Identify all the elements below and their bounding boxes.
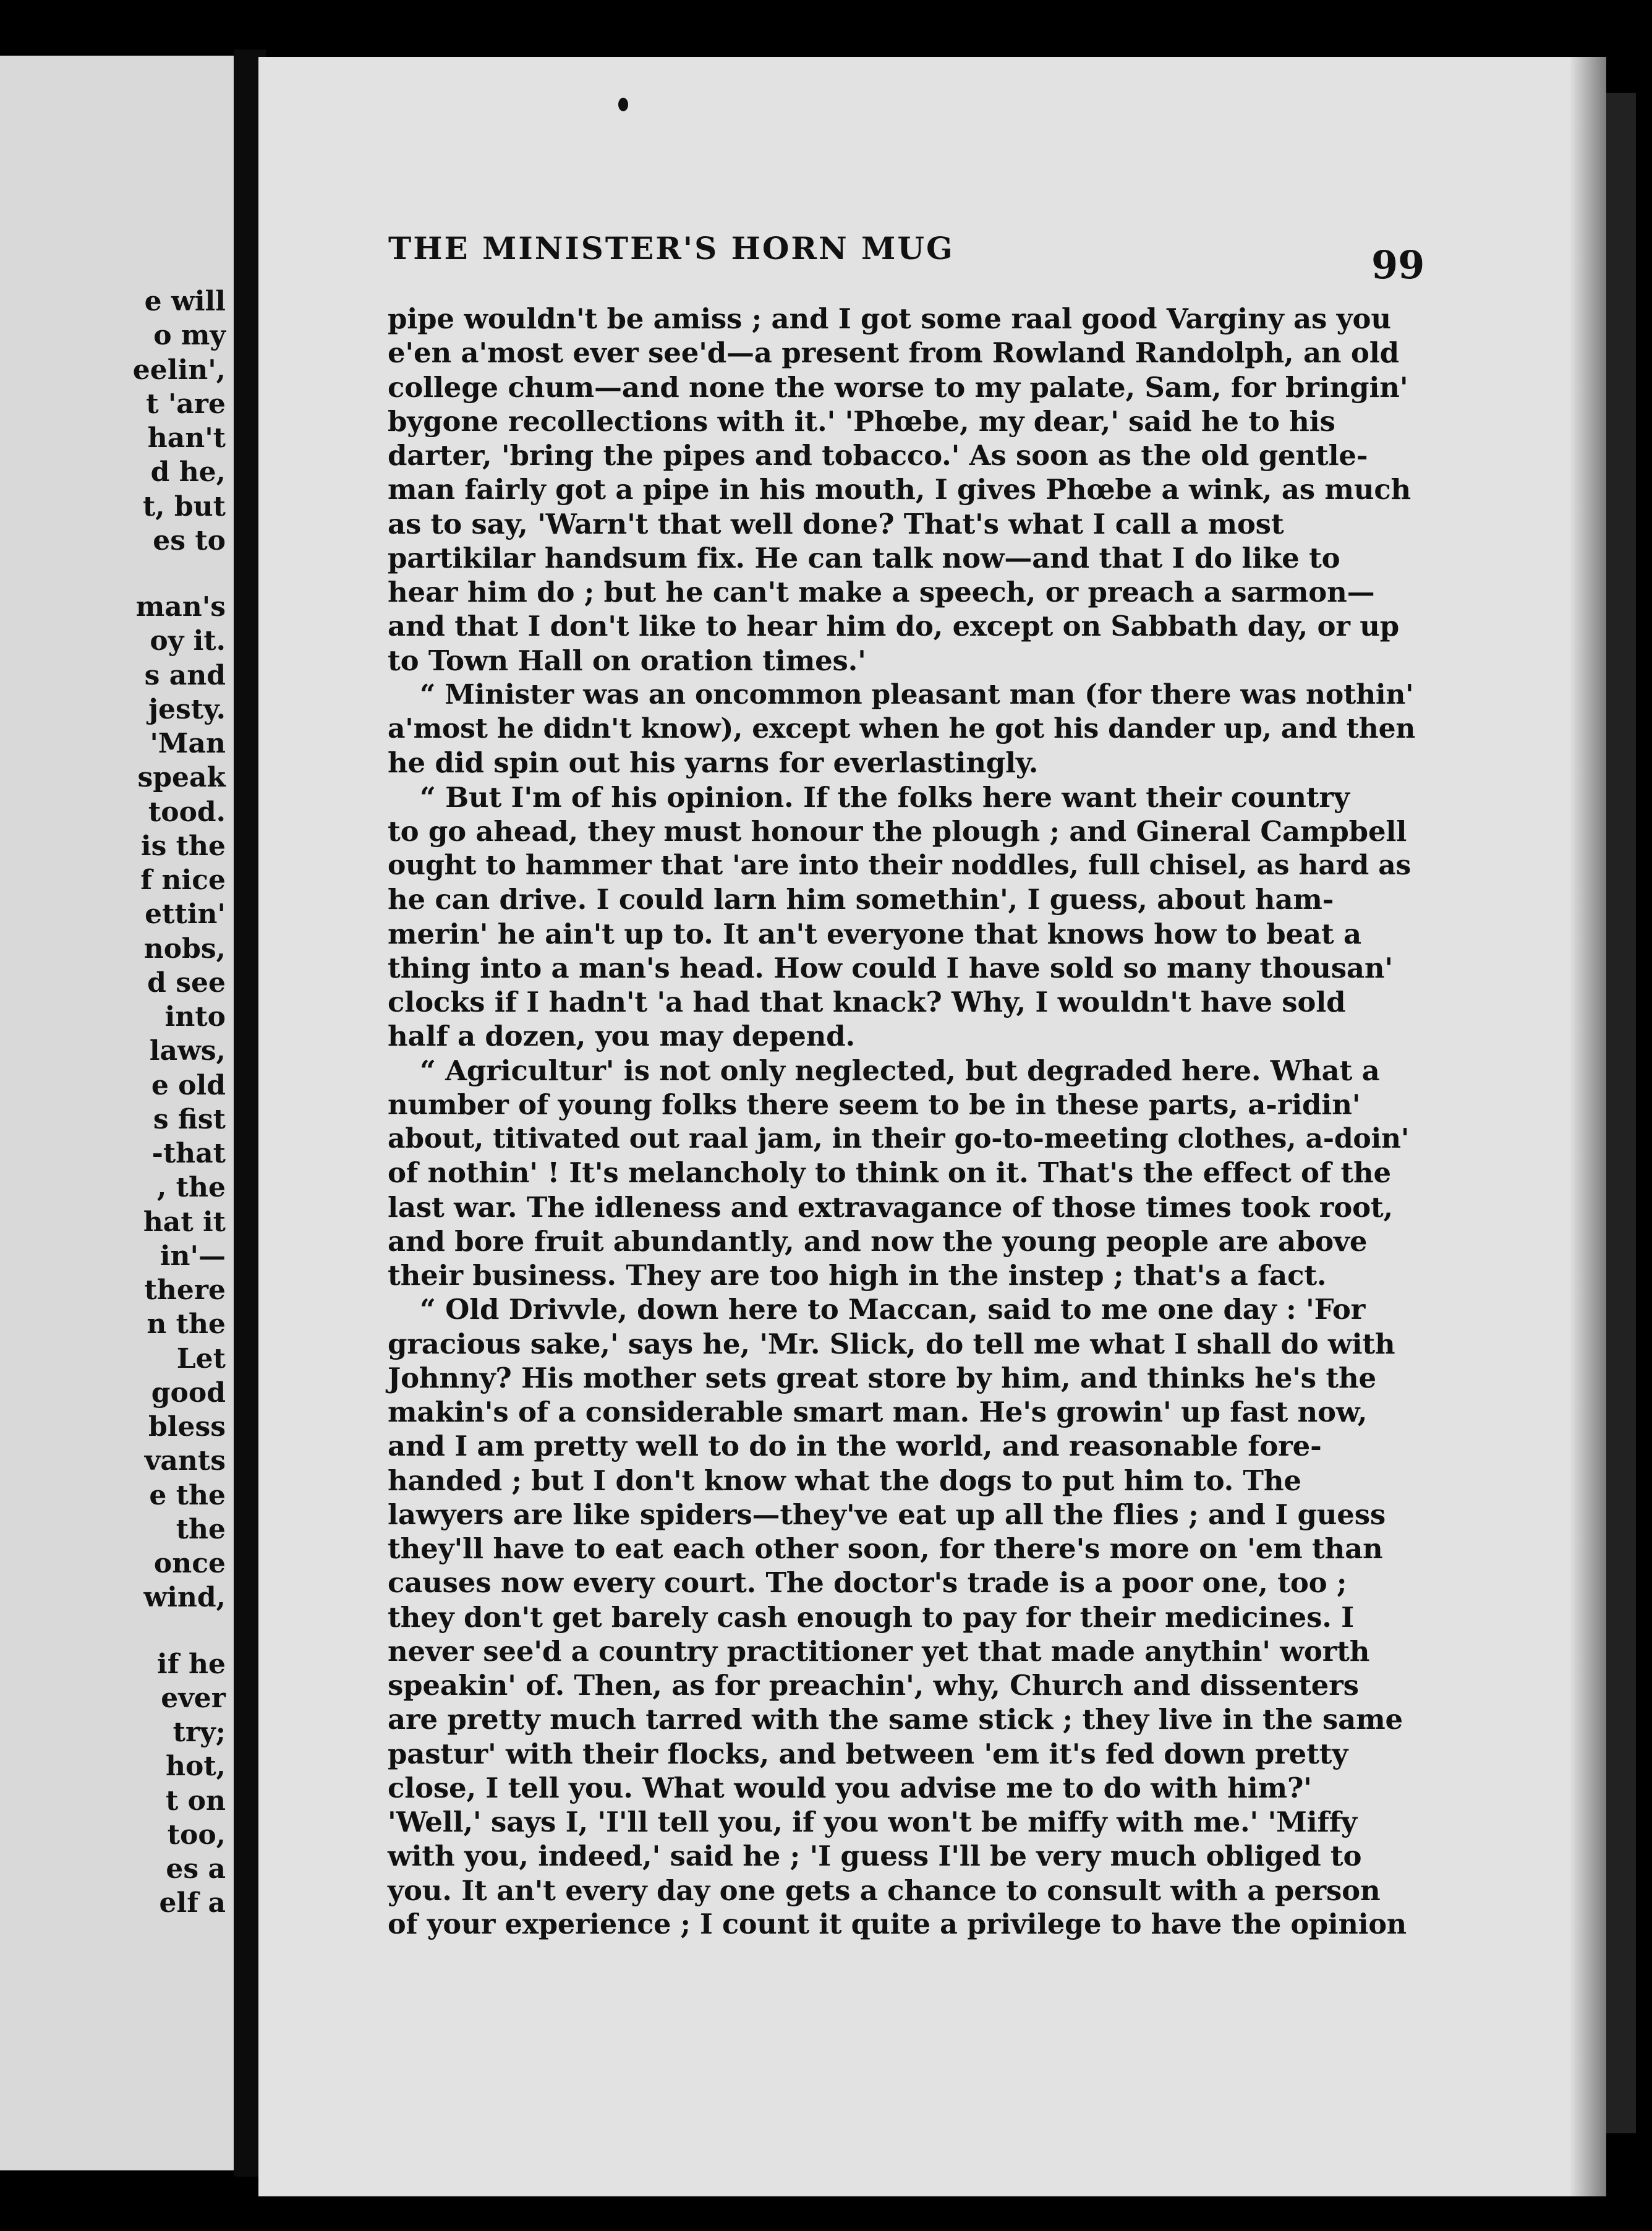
text-line: Johnny? His mother sets great store by him, and thinks he's the <box>388 1361 1376 1394</box>
left-text-line: once <box>153 1548 226 1579</box>
left-text-line: f nice <box>140 864 226 896</box>
text-line: are pretty much tarred with the same stick ; they live in the same <box>388 1703 1403 1736</box>
left-text-line: in'— <box>160 1240 226 1272</box>
text-line: man fairly got a pipe in his mouth, I gives Phœbe a wink, as much <box>388 473 1411 506</box>
left-text-line: tood. <box>148 796 226 828</box>
paragraph <box>388 302 1417 678</box>
text-line: never see'd a country practitioner yet that made anythin' worth <box>388 1634 1370 1668</box>
left-text-line: t 'are <box>146 388 226 420</box>
left-text-line: es a <box>166 1853 226 1885</box>
text-line: e'en a'most ever see'd—a present from Rowland Randolph, an old <box>388 336 1399 370</box>
left-text-line: into <box>164 1001 226 1033</box>
left-text-line: 'Man <box>150 728 226 759</box>
text-line: you. It an't every day one gets a chance to consult with a person <box>388 1874 1381 1907</box>
text-line: 'Well,' says I, 'I'll tell you, if you won't be miffy with me.' 'Miffy <box>388 1806 1357 1838</box>
text-line: partikilar handsum fix. He can talk now—and that I do like to <box>388 541 1340 574</box>
left-text-line: d he, <box>150 456 226 488</box>
text-line: with you, indeed,' said he ; 'I guess I'll be very much obliged to <box>388 1840 1362 1873</box>
left-text-line: hot, <box>166 1751 226 1783</box>
left-page-fragment <box>0 56 241 2170</box>
left-text-line: jesty. <box>148 693 226 725</box>
ink-mark <box>618 98 628 111</box>
text-line: their business. They are too high in the instep ; that's a fact. <box>388 1259 1327 1292</box>
text-line: and that I don't like to hear him do, except on Sabbath day, or up <box>388 610 1400 643</box>
text-line: pipe wouldn't be amiss ; and I got some raal good Varginy as you <box>388 302 1391 335</box>
left-text-line: d see <box>147 966 226 999</box>
left-text-line: t on <box>166 1785 226 1817</box>
text-line: college chum—and none the worse to my palate, Sam, for bringin' <box>388 370 1408 404</box>
running-head: THE MINISTER'S HORN MUG <box>388 230 955 267</box>
left-text-line: e old <box>151 1069 226 1101</box>
text-line: as to say, 'Warn't that well done? That's what I call a most <box>388 507 1284 540</box>
text-line: thing into a man's head. How could I have sold so many thousan' <box>388 951 1393 984</box>
left-text-line: eelin', <box>132 354 226 386</box>
text-line: “ But I'm of his opinion. If the folks here want their country <box>420 780 1350 814</box>
blank-line <box>0 558 226 590</box>
text-line: half a dozen, you may depend. <box>388 1020 855 1053</box>
left-text-line: t, but <box>142 490 226 523</box>
text-line: they'll have to eat each other soon, for there's more on 'em than <box>388 1532 1383 1565</box>
text-line: of your experience ; I count it quite a privilege to have the opinion <box>388 1908 1407 1940</box>
text-line: to go ahead, they must honour the plough ; and Gineral Campbell <box>388 814 1407 848</box>
text-line: pastur' with their flocks, and between 'em it's fed down pretty <box>388 1737 1348 1770</box>
left-text-line: ever <box>161 1682 226 1714</box>
page-number: 99 <box>1371 242 1425 288</box>
left-text-line: vants <box>144 1445 226 1477</box>
text-line: about, titivated out raal jam, in their go-to-meeting clothes, a-doin' <box>388 1123 1410 1154</box>
left-text-line: , the <box>157 1172 226 1204</box>
text-line: he can drive. I could larn him somethin', I guess, about ham- <box>388 883 1334 916</box>
left-text-line: try; <box>172 1717 226 1748</box>
text-line: to Town Hall on oration times.' <box>388 644 866 677</box>
left-page-text <box>0 284 226 1921</box>
text-line: “ Minister was an oncommon pleasant man (for there was nothin' <box>420 678 1414 710</box>
left-text-line: s fist <box>153 1103 226 1135</box>
left-text-line: oy it. <box>150 625 226 657</box>
left-text-line: wind, <box>143 1582 226 1614</box>
left-text-line: elf a <box>159 1887 226 1919</box>
left-text-line: there <box>144 1274 226 1306</box>
left-text-line: o my <box>153 320 226 352</box>
left-text-line: laws, <box>149 1035 226 1067</box>
text-line: handed ; but I don't know what the dogs to put him to. The <box>388 1464 1301 1497</box>
page-edge-shadow <box>1569 57 1606 2196</box>
text-line: lawyers are like spiders—they've eat up all the flies ; and I guess <box>388 1498 1386 1531</box>
text-line: causes now every court. The doctor's trade is a poor one, too ; <box>388 1566 1347 1600</box>
text-line: clocks if I hadn't 'a had that knack? Why, I wouldn't have sold <box>388 986 1346 1018</box>
text-line: number of young folks there seem to be in these parts, a-ridin' <box>388 1088 1361 1121</box>
text-line: a'most he didn't know), except when he got his dander up, and then <box>388 713 1416 744</box>
left-text-line: Let <box>176 1342 226 1375</box>
left-text-line: is the <box>140 830 226 862</box>
text-line: they don't get barely cash enough to pay for their medicines. I <box>388 1600 1355 1634</box>
left-text-line: n the <box>147 1308 226 1341</box>
text-line: bygone recollections with it.' 'Phœbe, my dear,' said he to his <box>388 404 1335 438</box>
text-line: merin' he ain't up to. It an't everyone that knows how to beat a <box>388 917 1361 950</box>
text-line: ought to hammer that 'are into their noddles, full chisel, as hard as <box>388 850 1411 881</box>
text-line: of nothin' ! It's melancholy to think on it. That's the effect of the <box>388 1156 1391 1190</box>
page-stack-edge <box>1606 93 1636 2133</box>
left-text-line: nobs, <box>143 932 226 965</box>
left-text-line: -that <box>151 1138 226 1169</box>
left-text-line: speak <box>137 762 226 794</box>
text-line: and I am pretty well to do in the world, and reasonable fore- <box>388 1430 1322 1463</box>
left-text-line: man's <box>135 591 226 623</box>
left-text-line: hat it <box>143 1206 226 1238</box>
blank-line <box>0 1615 226 1647</box>
left-text-line: if he <box>157 1648 226 1680</box>
text-line: hear him do ; but he can't make a speech, or preach a sarmon— <box>388 576 1375 608</box>
text-line: “ Old Drivvle, down here to Maccan, said to me one day : 'For <box>420 1293 1366 1326</box>
text-line: “ Agricultur' is not only neglected, but degraded here. What a <box>420 1054 1380 1087</box>
paragraph <box>388 1054 1417 1293</box>
text-line: last war. The idleness and extravagance of those times took root, <box>388 1190 1393 1224</box>
text-line: and bore fruit abundantly, and now the young people are above <box>388 1224 1368 1258</box>
paragraph <box>388 1292 1417 1942</box>
left-text-line: e the <box>149 1479 226 1511</box>
paragraph <box>388 780 1417 1054</box>
text-line: makin's of a considerable smart man. He's growin' up fast now, <box>388 1396 1368 1428</box>
body-text <box>388 302 1417 1942</box>
left-text-line: ettin' <box>145 898 226 931</box>
paragraph <box>388 678 1417 780</box>
left-text-line: han't <box>147 422 226 454</box>
left-text-line: s and <box>144 659 226 691</box>
left-text-line: too, <box>167 1819 226 1851</box>
left-text-line: the <box>176 1513 226 1545</box>
text-line: darter, 'bring the pipes and tobacco.' As soon as the old gentle- <box>388 439 1368 472</box>
text-line: he did spin out his yarns for everlastingly. <box>388 746 1039 780</box>
text-line: gracious sake,' says he, 'Mr. Slick, do tell me what I shall do with <box>388 1327 1395 1360</box>
left-text-line: es to <box>153 524 226 557</box>
left-text-line: e will <box>144 286 226 317</box>
left-text-line: good <box>151 1376 226 1409</box>
text-line: speakin' of. Then, as for preachin', why, Church and dissenters <box>388 1669 1359 1702</box>
left-text-line: bless <box>148 1411 226 1443</box>
text-line: close, I tell you. What would you advise me to do with him?' <box>388 1771 1312 1804</box>
